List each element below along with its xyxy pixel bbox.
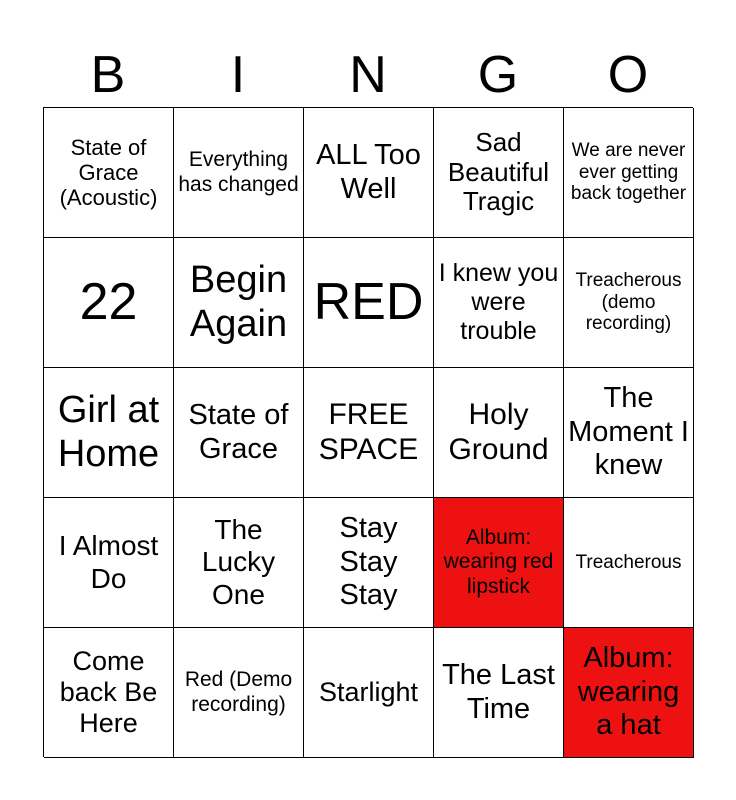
bingo-cell[interactable]: The Last Time <box>434 628 564 758</box>
bingo-cell[interactable]: Stay Stay Stay <box>304 498 434 628</box>
bingo-cell[interactable]: ALL Too Well <box>304 108 434 238</box>
header-letter-i: I <box>230 46 246 104</box>
bingo-cell[interactable]: Begin Again <box>174 238 304 368</box>
bingo-cell[interactable]: I knew you were trouble <box>434 238 564 368</box>
bingo-cell[interactable]: The Lucky One <box>174 498 304 628</box>
header-letter-g: G <box>477 46 519 104</box>
bingo-cell[interactable]: Everything has changed <box>174 108 304 238</box>
bingo-cell[interactable]: Treacherous <box>564 498 694 628</box>
free-space-cell[interactable]: FREE SPACE <box>304 368 434 498</box>
header-letter-n: N <box>349 46 387 104</box>
bingo-cell[interactable]: Holy Ground <box>434 368 564 498</box>
bingo-cell[interactable]: Sad Beautiful Tragic <box>434 108 564 238</box>
bingo-cell[interactable]: I Almost Do <box>44 498 174 628</box>
bingo-cell[interactable]: Starlight <box>304 628 434 758</box>
bingo-cell[interactable]: Red (Demo recording) <box>174 628 304 758</box>
bingo-board <box>43 107 693 757</box>
bingo-cell[interactable]: RED <box>304 238 434 368</box>
bingo-header <box>43 44 693 106</box>
bingo-cell[interactable]: We are never ever getting back together <box>564 108 694 238</box>
bingo-cell[interactable]: 22 <box>44 238 174 368</box>
bingo-cell[interactable]: The Moment I knew <box>564 368 694 498</box>
bingo-cell[interactable]: State of Grace (Acoustic) <box>44 108 174 238</box>
bingo-cell[interactable]: Come back Be Here <box>44 628 174 758</box>
bingo-cell[interactable]: State of Grace <box>174 368 304 498</box>
header-letter-o: O <box>607 46 649 104</box>
header-letter-b: B <box>90 46 126 104</box>
bingo-cell[interactable]: Treacherous (demo recording) <box>564 238 694 368</box>
bingo-cell[interactable]: Girl at Home <box>44 368 174 498</box>
bingo-cell-marked[interactable]: Album: wearing red lipstick <box>434 498 564 628</box>
bingo-cell-marked[interactable]: Album: wearing a hat <box>564 628 694 758</box>
